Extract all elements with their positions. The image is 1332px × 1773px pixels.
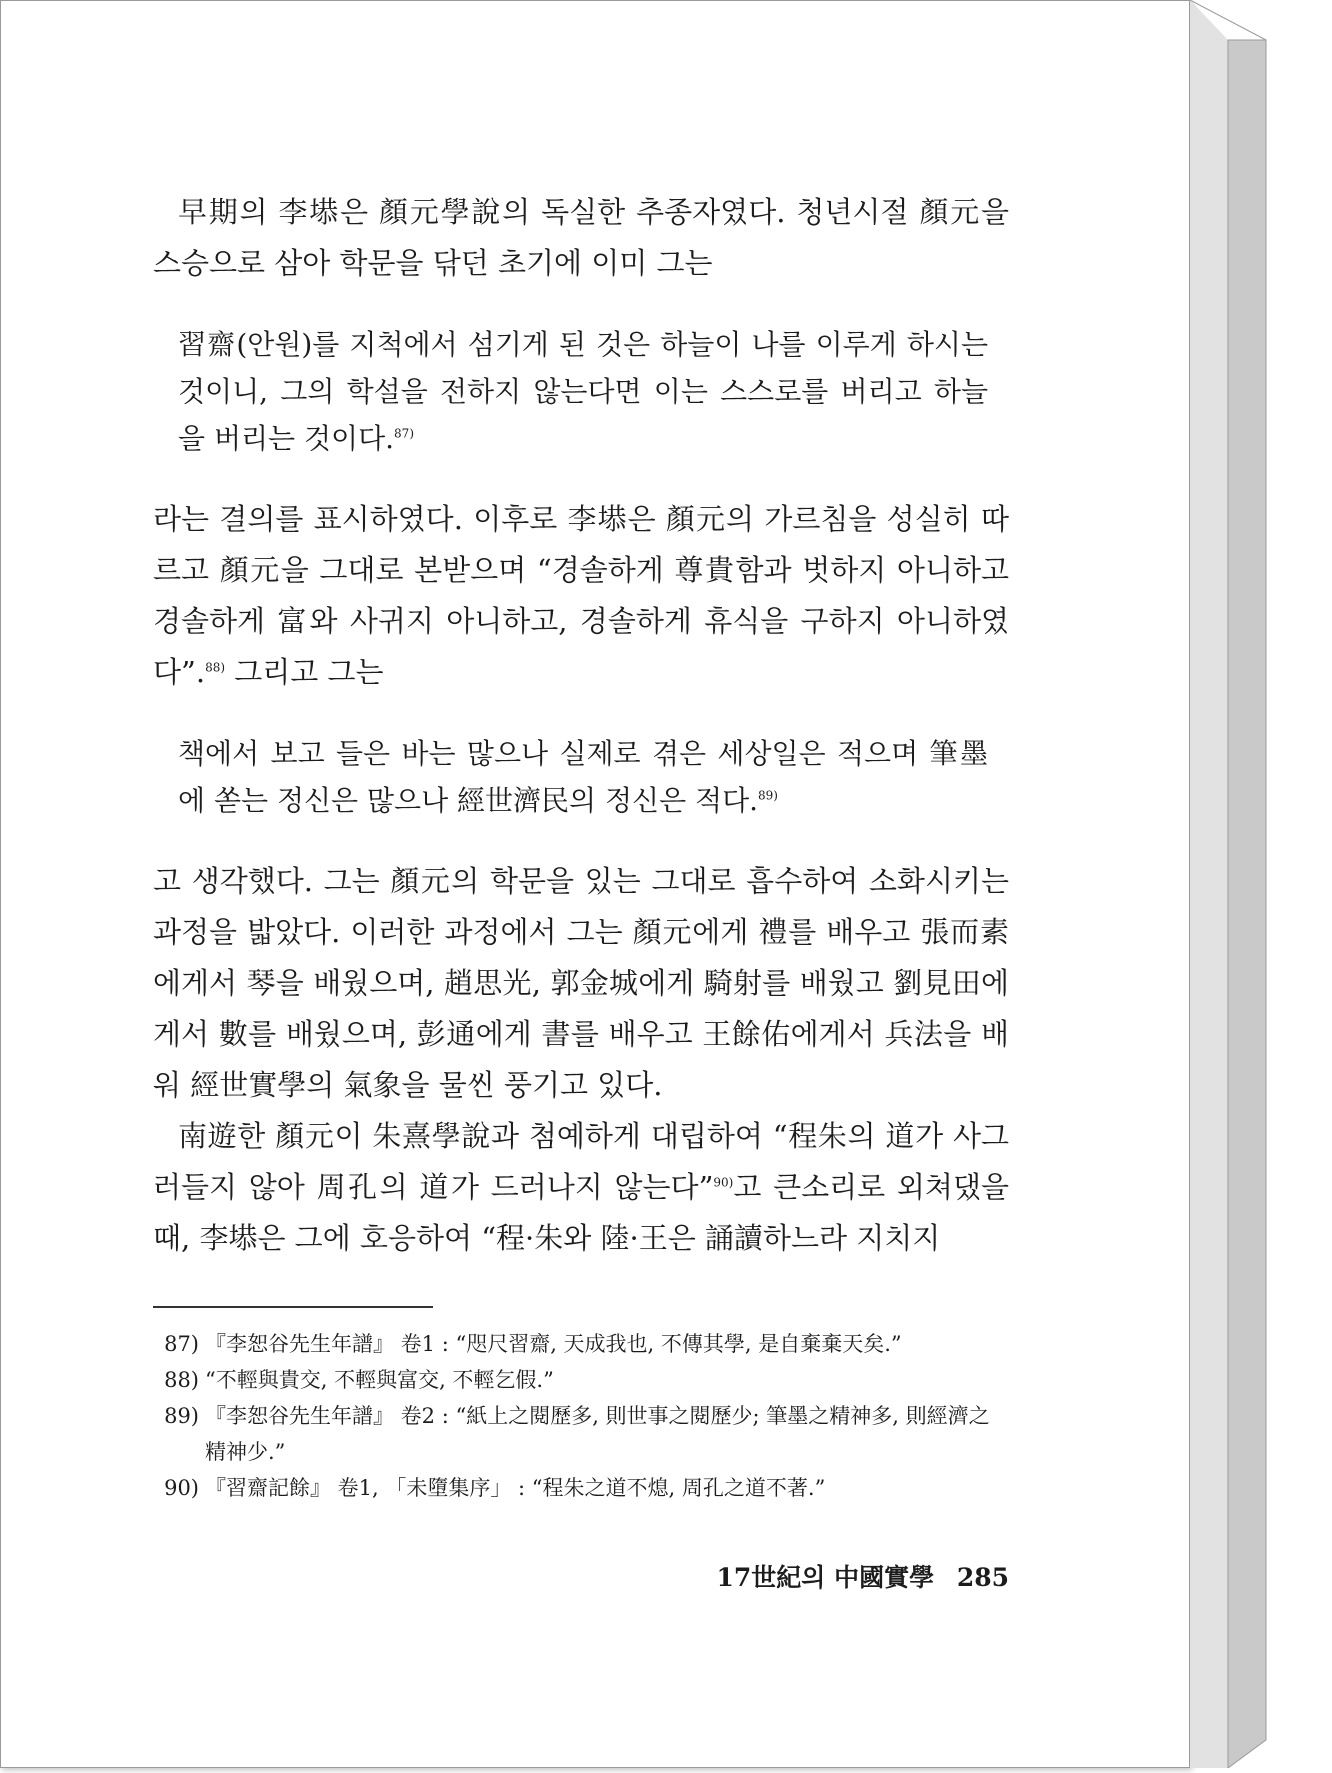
- footnote-number: 88): [164, 1368, 199, 1392]
- footnote-ref-89[interactable]: 89): [758, 788, 778, 803]
- book-spine-edge: [1190, 0, 1290, 1768]
- footnote-ref-88[interactable]: 88): [205, 660, 226, 675]
- footnote-number: 90): [164, 1476, 199, 1500]
- footnote-text: 『習齋記餘』 卷1, 「未墮集序」 : “程朱之道不熄, 周孔之道不著.”: [205, 1476, 826, 1500]
- footnote-text: “不輕與貴交, 不輕與富交, 不輕乞假.”: [205, 1368, 554, 1392]
- running-title: 17世紀의 中國實學: [716, 1563, 935, 1592]
- footnote-ref-90[interactable]: 90): [713, 1175, 734, 1190]
- book-edge-top: [1190, 0, 1228, 1768]
- footnote-number: 89): [164, 1404, 199, 1428]
- block-quote-2: [178, 730, 988, 824]
- footnote-87: [153, 1326, 1009, 1362]
- book-edge-side: [1228, 40, 1266, 1768]
- page-body: [153, 187, 1009, 1506]
- footnote-89: [153, 1398, 1009, 1470]
- quote-2-text: 책에서 보고 들은 바는 많으나 실제로 겪은 세상일은 적으며 筆墨에 쏟는 정신은 많으나 經世濟民의 정신은 적다.: [178, 737, 988, 817]
- para-4-text-b: 고 큰소리로 외쳐댔을 때, 李塨은 그에 호응하여 “程·朱와 陸·王은 誦讀하느라 지치지: [153, 1170, 1009, 1255]
- footnote-text: 『李恕谷先生年譜』 卷2 : “紙上之閱歷多, 則世事之閱歷少; 筆墨之精神多, 則經濟之精神少.”: [205, 1404, 990, 1464]
- footnotes: [153, 1326, 1009, 1506]
- footnote-88: [153, 1362, 1009, 1398]
- footnote-number: 87): [164, 1332, 199, 1356]
- para-2-text-b: 그리고 그는: [225, 655, 384, 689]
- running-footer: [153, 1558, 1009, 1594]
- body-paragraph-1: 早期의 李塨은 顏元學說의 독실한 추종자였다. 청년시절 顏元을 스승으로 삼아 학문을 닦던 초기에 이미 그는: [153, 195, 1009, 280]
- block-quote-1: [178, 321, 988, 462]
- para-2-text-a: 라는 결의를 표시하였다. 이후로 李塨은 顏元의 가르침을 성실히 따르고 顏元을 그대로 본받으며 “경솔하게 尊貴함과 벗하지 아니하고 경솔하게 富와 사귀지 아니하고, 경솔하게 휴식을 구하지 아니하였다”.: [153, 502, 1009, 689]
- page-number: 285: [956, 1563, 1009, 1592]
- book-edge-graphic: [1190, 0, 1290, 1768]
- body-paragraph-4: [153, 1111, 1009, 1264]
- footnote-ref-87[interactable]: 87): [394, 426, 414, 441]
- quote-1-text: 習齋(안원)를 지척에서 섬기게 된 것은 하늘이 나를 이루게 하시는 것이니, 그의 학설을 전하지 않는다면 이는 스스로를 버리고 하늘을 버리는 것이다.: [178, 328, 988, 455]
- footnote-text: 『李恕谷先生年譜』 卷1 : “咫尺習齋, 天成我也, 不傳其學, 是自棄棄天矣.”: [205, 1332, 902, 1356]
- footnote-90: [153, 1470, 1009, 1506]
- body-paragraph-2: [153, 494, 1009, 698]
- para-4-text-a: 南遊한 顏元이 朱熹學說과 첨예하게 대립하여 “程朱의 道가 사그러들지 않아 周孔의 道가 드러나지 않는다”: [153, 1119, 1009, 1204]
- body-paragraph-3: 고 생각했다. 그는 顏元의 학문을 있는 그대로 흡수하여 소화시키는 과정을 밟았다. 이러한 과정에서 그는 顏元에게 禮를 배우고 張而素에게서 琴을 배웠으며, 趙思光, 郭金城에게 騎射를 배웠고 劉見田에게서 數를 배웠으며, 彭通에게 書를 배우고 王餘佑에게서 兵法을 배워 經世實學의 氣象을 물씬 풍기고 있다.: [153, 864, 1009, 1102]
- footnote-divider: [153, 1306, 433, 1308]
